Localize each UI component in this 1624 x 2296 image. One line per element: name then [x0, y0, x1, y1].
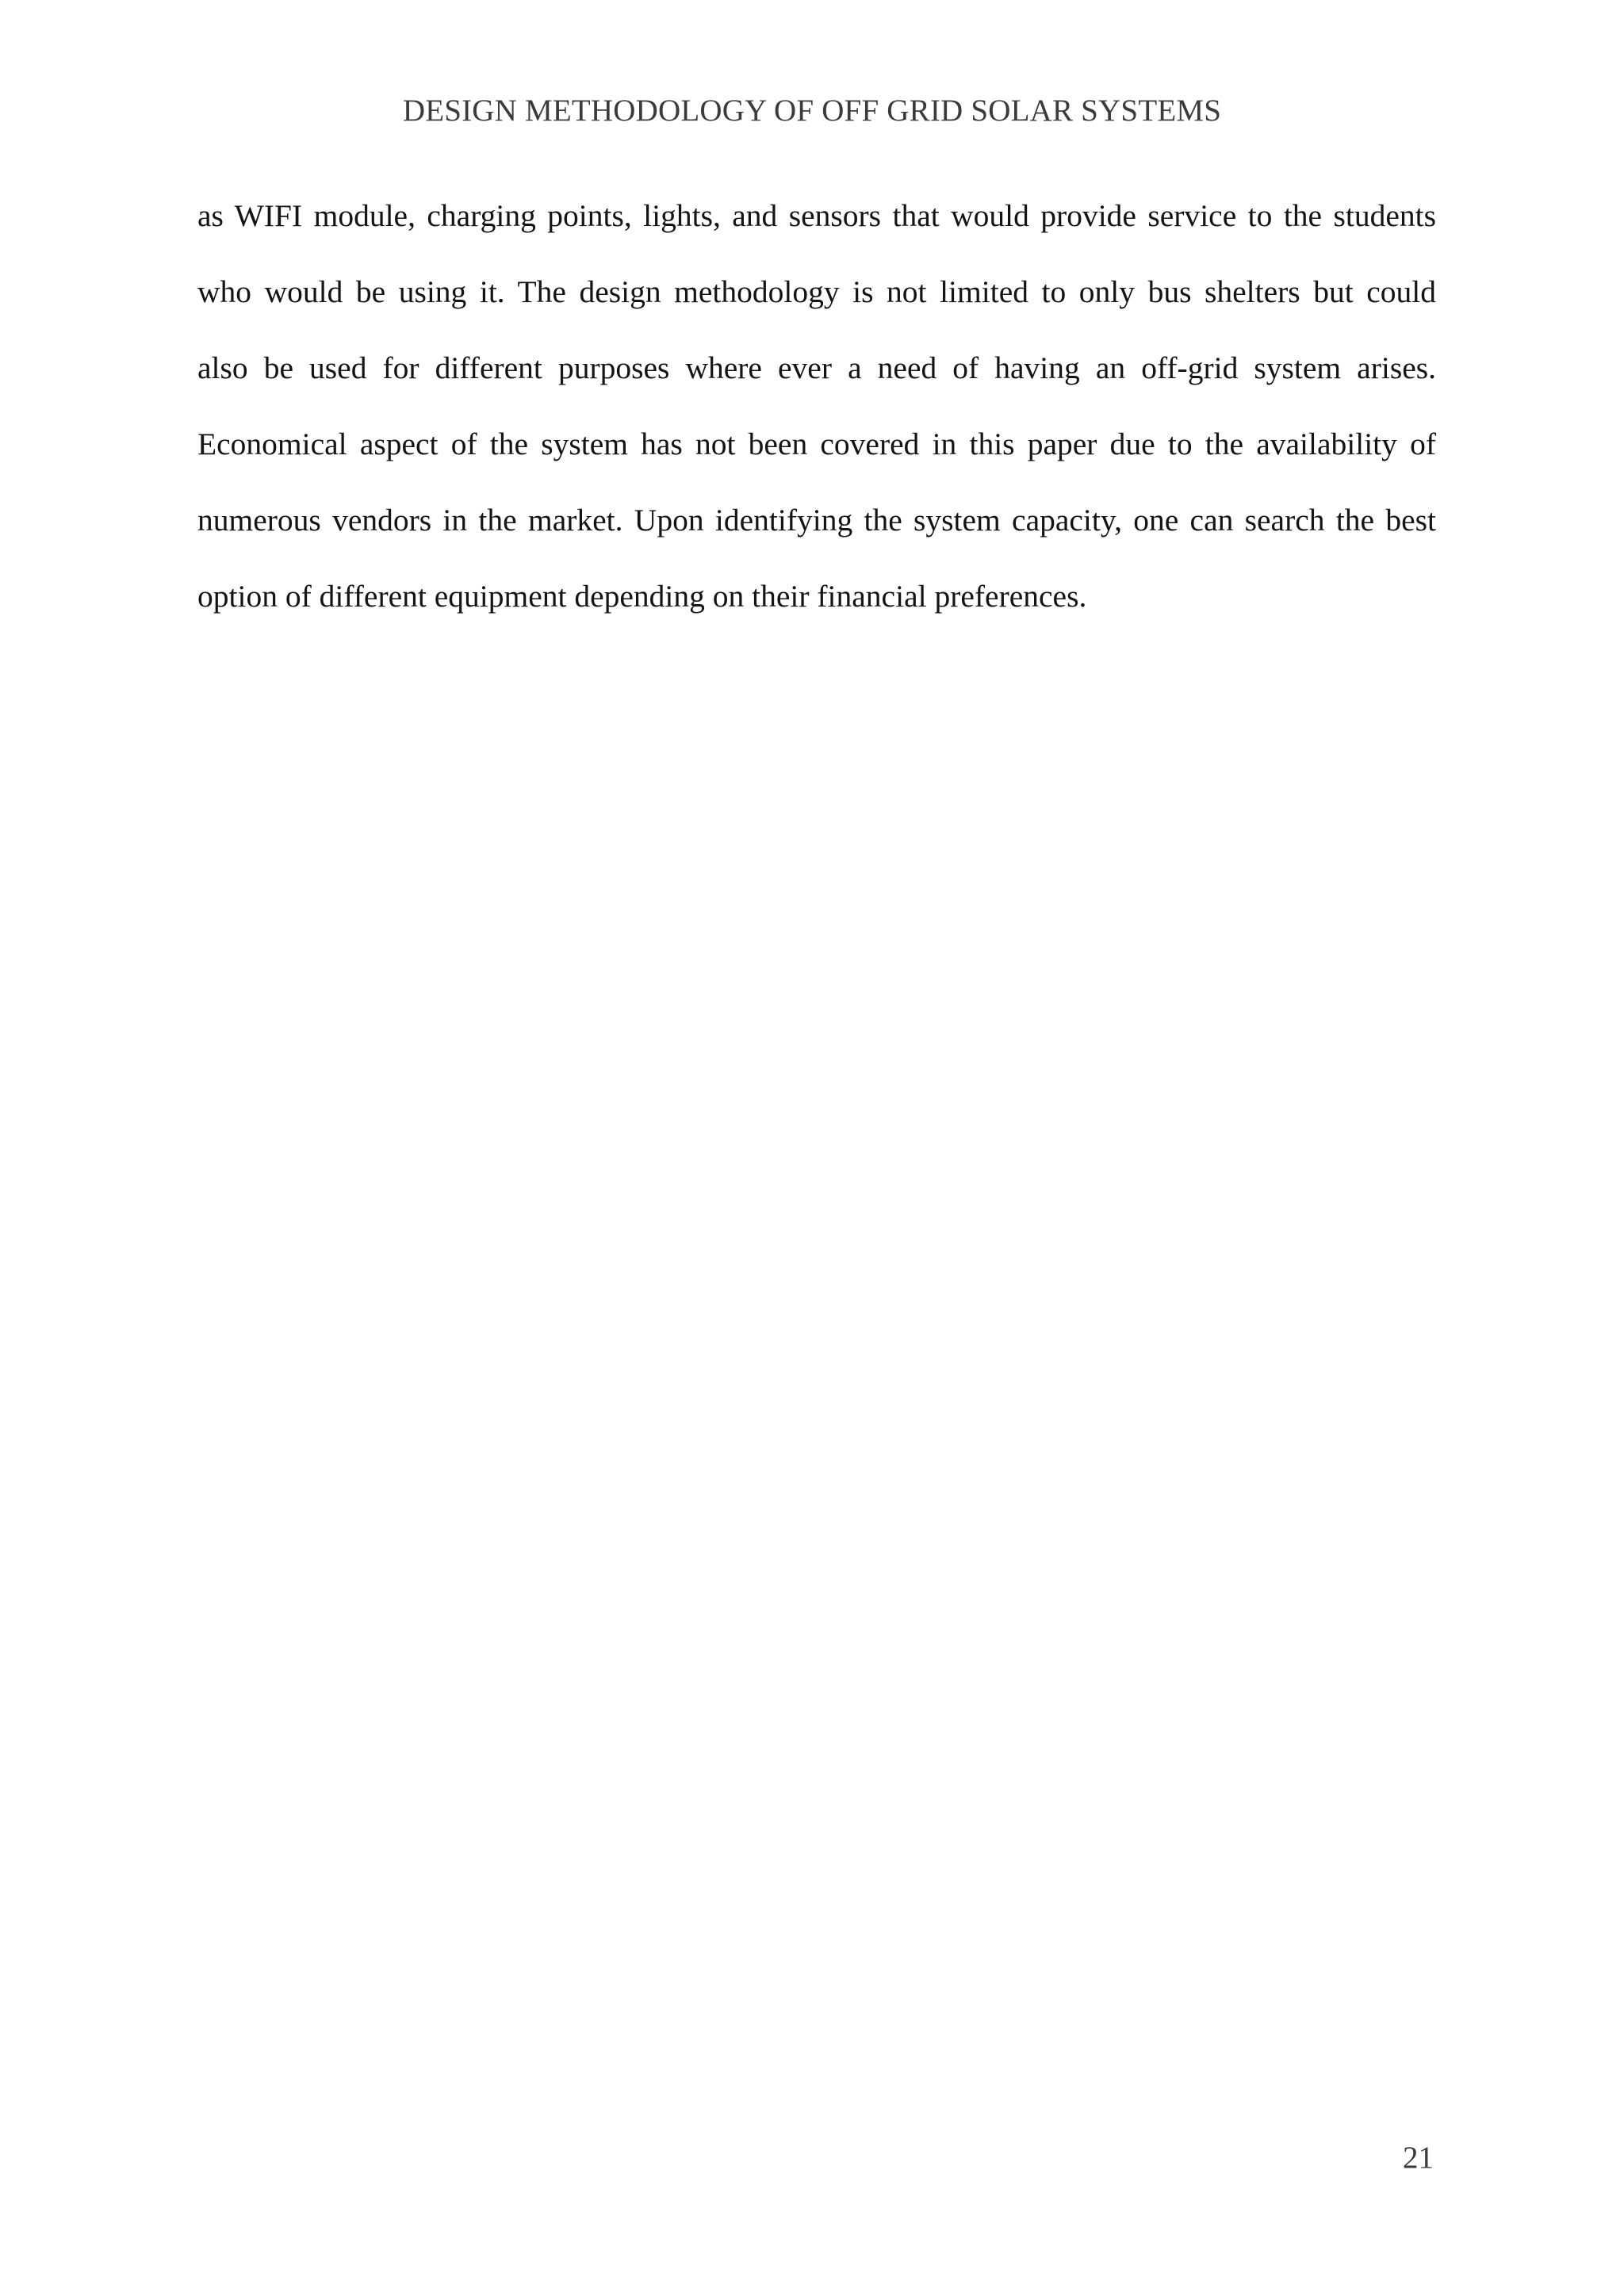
paragraph-line: option of different equipment depending on their financial preferences. [197, 579, 1087, 614]
paragraph-line: Economical aspect of the system has not been covered in this paper due to the availability of [197, 427, 1436, 461]
paragraph-line: also be used for different purposes where ever a need of having an off-grid system arises. [197, 350, 1436, 385]
paragraph-line: as WIFI module, charging points, lights, and sensors that would provide service to the students [197, 198, 1436, 233]
running-header: DESIGN METHODOLOGY OF OFF GRID SOLAR SYSTEMS [402, 94, 1222, 128]
page-number: 21 [1403, 2141, 1434, 2175]
paragraph-line: who would be using it. The design methodology is not limited to only bus shelters but could [197, 274, 1436, 309]
body-paragraph [197, 190, 1436, 647]
paragraph-line: numerous vendors in the market. Upon identifying the system capacity, one can search the best [197, 503, 1436, 538]
